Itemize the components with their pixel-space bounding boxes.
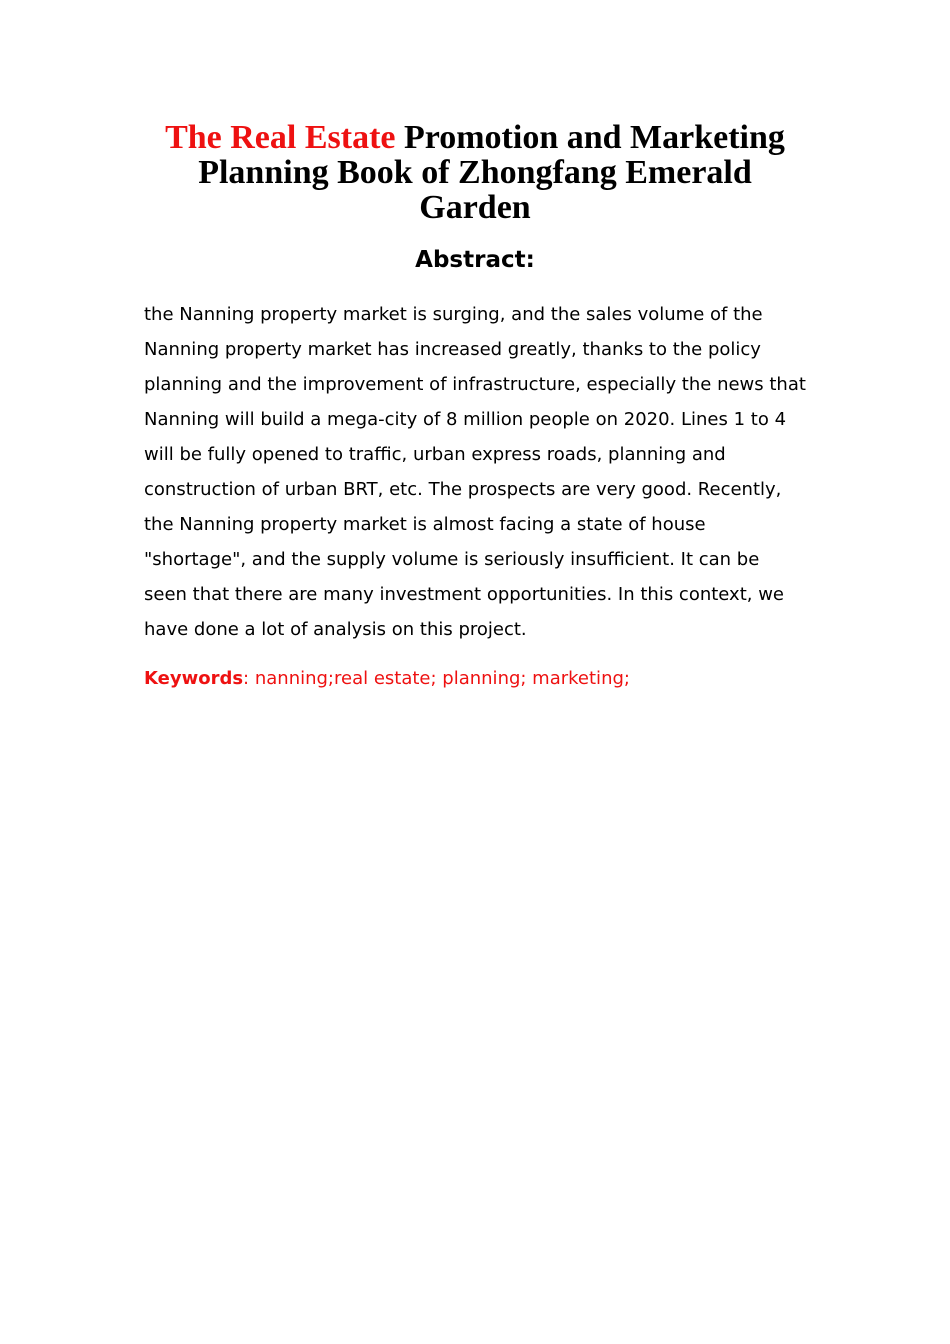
title-rest: Promotion and Marketing Planning Book of Zhongfang Emerald Garden [198,119,785,226]
abstract-heading: Abstract: [415,247,535,273]
document-content [144,120,806,693]
keywords-label: Keywords [144,668,244,689]
keywords-line [144,665,806,693]
keywords-separator: : [243,668,255,689]
keywords-values: nanning;real estate; planning; marketing; [254,668,630,689]
abstract-text: the Nanning property market is surging, and the sales volume of the Nanning property market has increased greatly, thanks to the policy planning and the improvement of infrastructure, especially the news that Nanning will build a mega-city of 8 million people on 2020. Lines 1 to 4 will be fully opened to traffic, urban express roads, planning and construction of urban BRT, etc. The prospects are very good. Recently, the Nanning property market is almost facing a state of house "shortage", and the supply volume is seriously insufficient. It can be seen that there are many investment opportunities. In this context, we have done a lot of analysis on this project. [144,304,806,640]
document-title [144,120,806,225]
title-accent: The Real Estate [165,119,396,156]
